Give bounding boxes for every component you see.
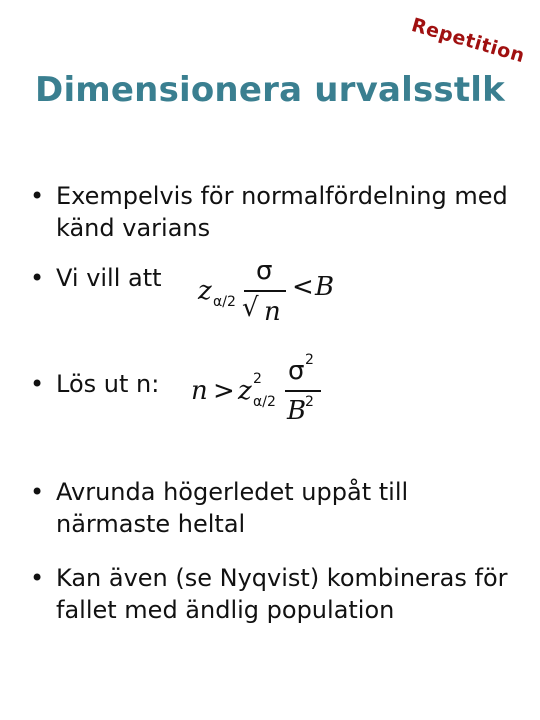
formula1-z: z bbox=[198, 276, 212, 306]
bullet-item-1 bbox=[30, 180, 520, 244]
bullet-dot: • bbox=[30, 564, 45, 592]
formula1-fraction-line bbox=[244, 290, 286, 292]
bullet-item-5 bbox=[30, 562, 520, 626]
bullet-text: Lös ut n: bbox=[56, 370, 160, 398]
formula1-sqrt-sign: √ bbox=[242, 293, 259, 323]
bullet-dot: • bbox=[30, 182, 45, 210]
repetition-stamp: Repetition bbox=[408, 14, 528, 68]
formula2-relation: > bbox=[213, 376, 235, 406]
bullet-dot: • bbox=[30, 478, 45, 506]
bullet-dot: • bbox=[30, 370, 45, 398]
bullet-text: Avrunda högerledet uppåt till närmaste heltal bbox=[56, 478, 409, 538]
formula1-rhs: B bbox=[315, 272, 335, 302]
formula2-numerator: σ bbox=[288, 356, 305, 386]
formula2-z-superscript: 2 bbox=[253, 371, 262, 387]
formula2-fraction-line bbox=[285, 390, 321, 392]
bullet-text: Kan även (se Nyqvist) kombineras för fallet med ändlig population bbox=[56, 564, 508, 624]
formula1-z-subscript: α/2 bbox=[213, 294, 236, 310]
slide-title: Dimensionera urvalsstlk bbox=[35, 70, 505, 110]
formula1-numerator: σ bbox=[256, 256, 273, 286]
formula2-z-subscript: α/2 bbox=[253, 394, 276, 410]
formula2-lhs: n bbox=[191, 376, 208, 406]
formula2-z: z bbox=[238, 376, 252, 406]
bullet-text: Exempelvis för normalfördelning med känd varians bbox=[56, 182, 508, 242]
formula1-denominator: n bbox=[264, 297, 281, 327]
bullet-text: Vi vill att bbox=[56, 264, 162, 292]
formula2-denominator-superscript: 2 bbox=[305, 394, 314, 410]
bullet-dot: • bbox=[30, 264, 45, 292]
formula1-relation: < bbox=[292, 272, 314, 302]
bullet-item-4 bbox=[30, 476, 500, 540]
formula2-numerator-superscript: 2 bbox=[305, 352, 314, 368]
formula2-denominator: B bbox=[287, 396, 307, 426]
